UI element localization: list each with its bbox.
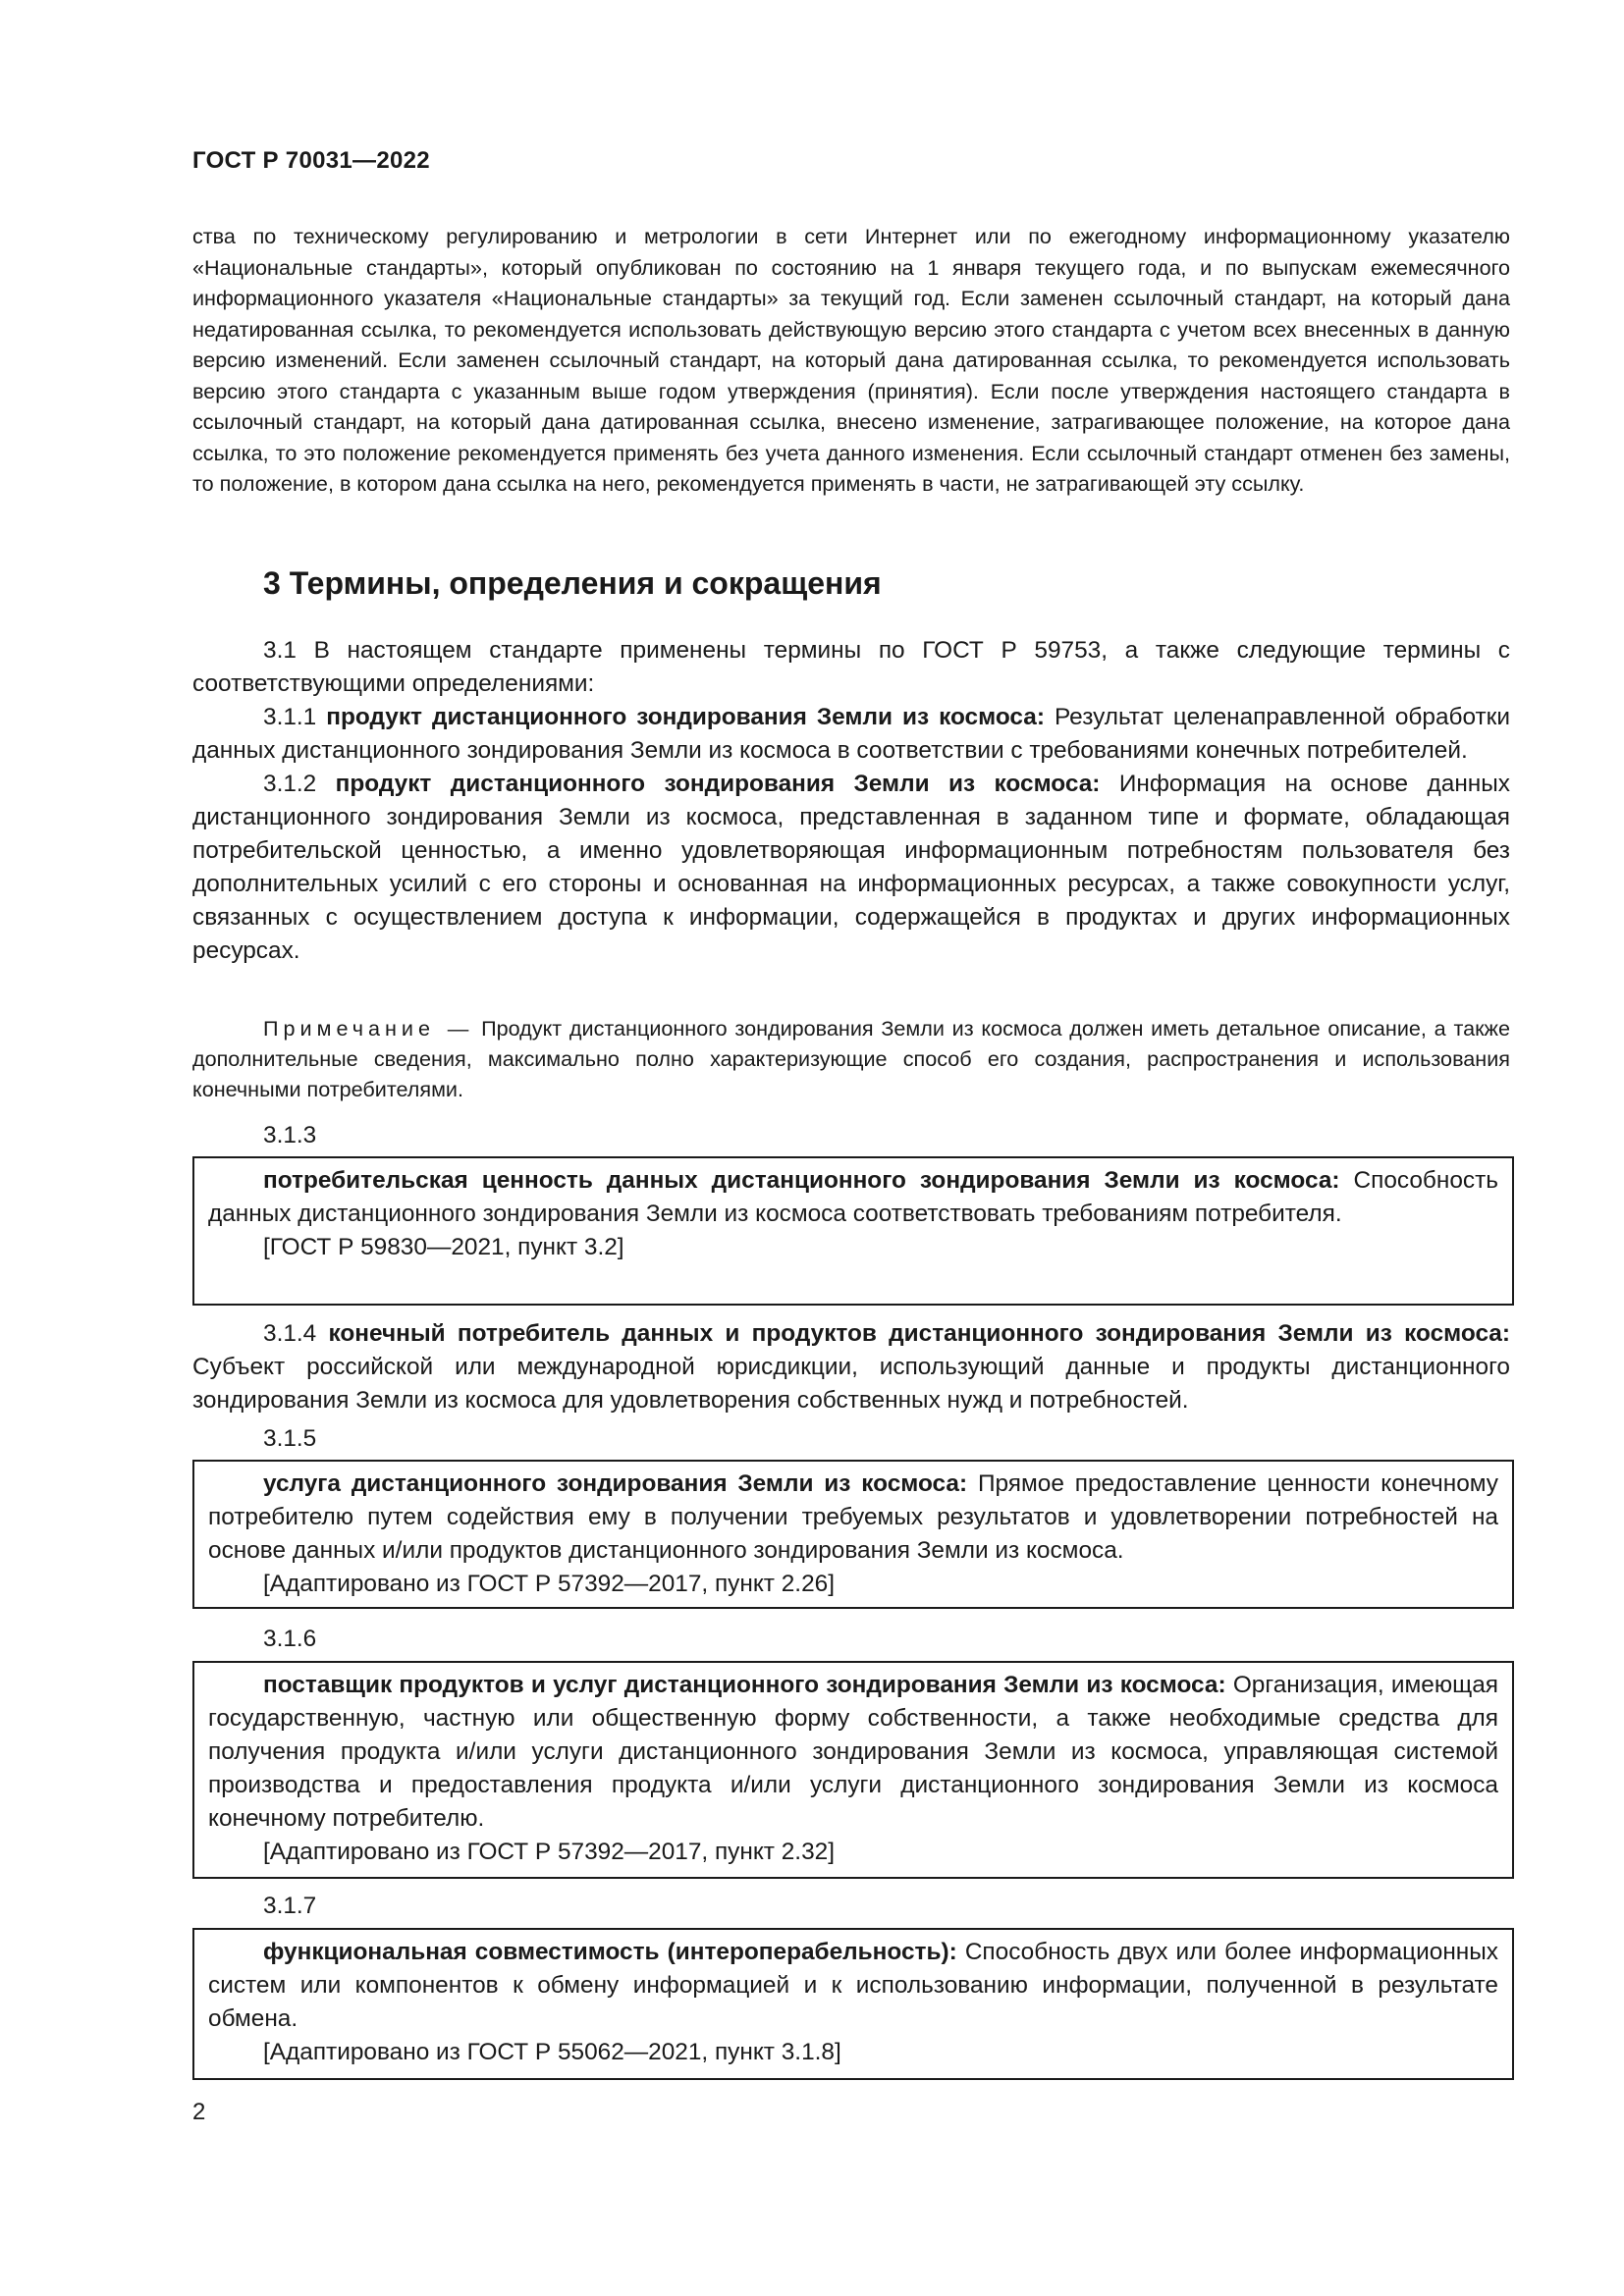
page-number: 2: [192, 2099, 206, 2125]
term-definition: Организация, имеющая государственную, частную или общественную форму собственности, а также необходимые средства для получения продукта и/или услуги дистанционного зондирования Земли из космоса, управляющая системой производства и предоставления продукта и/или услуги дистанционного зондирования Земли из космоса конечному потребителю.: [208, 1672, 1499, 1832]
term-number-3-1-5: 3.1.5: [263, 1425, 317, 1452]
term-definition: Результат целенаправленной обработки данных дистанционного зондирования Земли из космоса в соответствии с требованиями конечных потребителей.: [192, 704, 1510, 764]
term-number-3-1-6: 3.1.6: [263, 1626, 317, 1652]
term-frame-3-1-7: [192, 1928, 1514, 2080]
term-source: [Адаптировано из ГОСТ Р 57392—2017, пункт 2.26]: [263, 1571, 835, 1597]
term-definition: Субъект российской или международной юрисдикции, использующий данные и продукты дистанционного зондирования Земли из космоса для удовлетворения собственных нужд и потребностей.: [192, 1354, 1510, 1414]
term-name: услуга дистанционного зондирования Земли из космоса:: [263, 1470, 968, 1497]
term-name: продукт дистанционного зондирования Земли из космоса:: [326, 704, 1045, 730]
term-frame-3-1-3: [192, 1156, 1514, 1306]
section-title: 3 Термины, определения и сокращения: [263, 565, 882, 601]
term-number-3-1-7: 3.1.7: [263, 1893, 317, 1919]
term-3-1-4: [192, 1317, 1510, 1417]
term-source: [Адаптировано из ГОСТ Р 57392—2017, пункт 2.32]: [263, 1839, 835, 1865]
term-number: 3.1.1: [263, 704, 317, 730]
note-label: Примечание —: [263, 1016, 474, 1041]
paragraph-3-1: 3.1 В настоящем стандарте применены термины по ГОСТ Р 59753, а также следующие термины с соответствующими определениями:: [192, 637, 1510, 697]
term-definition: Информация на основе данных дистанционного зондирования Земли из космоса, представленная в заданном типе и формате, обладающая потребительской ценностью, а именно удовлетворяющая информационным потребностям пользователя без дополнительных усилий с его стороны и основанная на информационных ресурсах, а также совокупности услуг, связанных с осуществлением доступа к информации, содержащейся в продуктах и других информационных ресурсах.: [192, 771, 1510, 964]
term-frame-3-1-5: [192, 1460, 1514, 1609]
term-name: поставщик продуктов и услуг дистанционного зондирования Земли из космоса:: [263, 1672, 1226, 1698]
term-frame-3-1-6: [192, 1661, 1514, 1879]
term-number: 3.1.4: [263, 1320, 317, 1347]
term-definition: Способность данных дистанционного зондирования Земли из космоса соответствовать требованиям потребителя.: [208, 1167, 1498, 1227]
term-name: функциональная совместимость (интероперабельность):: [263, 1939, 957, 1965]
term-definition: Прямое предоставление ценности конечному потребителю путем содействия ему в получении требуемых результатов и удовлетворении потребностей на основе данных и/или продуктов дистанционного зондирования Земли из космоса.: [208, 1470, 1498, 1564]
intro-text: ства по техническому регулированию и метрологии в сети Интернет или по ежегодному информационному указателю «Национальные стандарты», который опубликован по состоянию на 1 января текущего года, и по выпускам ежемесячного информационного указателя «Национальные стандарты» за текущий год. Если заменен ссылочный стандарт, на который дана недатированная ссылка, то рекомендуется использовать действующую версию этого стандарта с учетом всех внесенных в данную версию изменений. Если заменен ссылочный стандарт, на который дана датированная ссылка, то рекомендуется использовать версию этого стандарта с указанным выше годом утверждения (принятия). Если после утверждения настоящего стандарта в ссылочный стандарт, на который дана датированная ссылка, внесено изменение, затрагивающее положение, на которое дана ссылка, то это положение рекомендуется применять без учета данного изменения. Если ссылочный стандарт отменен без замены, то положение, в котором дана ссылка на него, рекомендуется применять в части, не затрагивающей эту ссылку.: [192, 224, 1510, 496]
term-number: 3.1.2: [263, 771, 317, 797]
note-text: Продукт дистанционного зондирования Земли из космоса должен иметь детальное описание, а также дополнительные сведения, максимально полно характеризующие способ его создания, распространения и использования конечными потребителями.: [192, 1016, 1511, 1101]
term-source: [ГОСТ Р 59830—2021, пункт 3.2]: [263, 1234, 624, 1260]
term-name: продукт дистанционного зондирования Земли из космоса:: [335, 771, 1101, 797]
term-3-1-1: [192, 701, 1510, 768]
term-name: конечный потребитель данных и продуктов дистанционного зондирования Земли из космоса:: [328, 1320, 1510, 1347]
note-block: [192, 1013, 1510, 1104]
term-number-3-1-3: 3.1.3: [263, 1122, 317, 1148]
intro-paragraph: [192, 221, 1510, 500]
term-definition: Способность двух или более информационных систем или компонентов к обмену информацией и к использованию информации, полученной в результате обмена.: [208, 1939, 1498, 2032]
document-code-header: ГОСТ Р 70031—2022: [192, 147, 430, 174]
term-3-1-2: [192, 768, 1510, 968]
term-name: потребительская ценность данных дистанционного зондирования Земли из космоса:: [263, 1167, 1340, 1194]
terms-intro-block: [192, 634, 1510, 968]
term-source: [Адаптировано из ГОСТ Р 55062—2021, пункт 3.1.8]: [263, 2039, 841, 2065]
term-3-1-4-block: [192, 1317, 1510, 1417]
